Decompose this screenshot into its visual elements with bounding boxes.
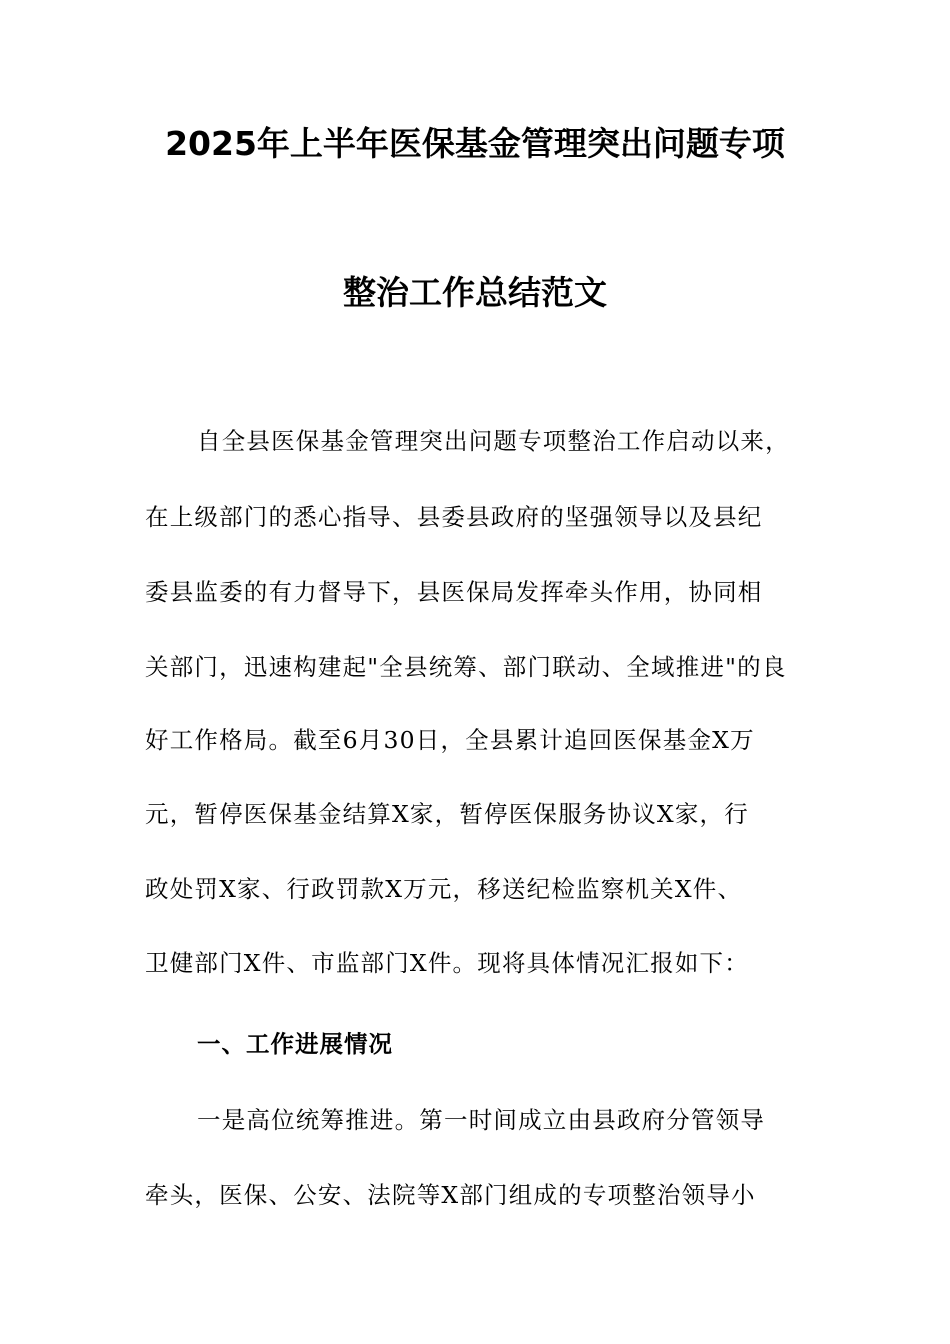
- intro-line-2: 在上级部门的悉心指导、县委县政府的坚强领导以及县纪: [145, 503, 763, 531]
- intro-line-4: 关部门，迅速构建起"全县统筹、部门联动、全域推进"的良: [145, 653, 787, 681]
- section1-line-1: 一是高位统筹推进。第一时间成立由县政府分管领导: [197, 1106, 766, 1134]
- section1-line-2: 牵头，医保、公安、法院等X部门组成的专项整治领导小: [145, 1181, 756, 1209]
- intro-line-3: 委县监委的有力督导下，县医保局发挥牵头作用，协同相: [145, 578, 763, 606]
- section-heading: 一、工作进展情况: [197, 1030, 393, 1058]
- document-title-line-2: 整治工作总结范文: [343, 273, 607, 312]
- intro-line-5: 好工作格局。截至6月30日，全县累计追回医保基金X万: [145, 726, 755, 754]
- intro-line-8: 卫健部门X件、市监部门X件。现将具体情况汇报如下：: [145, 949, 749, 977]
- intro-line-6: 元，暂停医保基金结算X家，暂停医保服务协议X家，行: [145, 800, 749, 828]
- intro-line-7: 政处罚X家、行政罚款X万元，移送纪检监察机关X件、: [145, 875, 743, 903]
- document-title-line-1: 2025年上半年医保基金管理突出问题专项: [165, 124, 785, 163]
- intro-line-1: 自全县医保基金管理突出问题专项整治工作启动以来，: [197, 427, 790, 455]
